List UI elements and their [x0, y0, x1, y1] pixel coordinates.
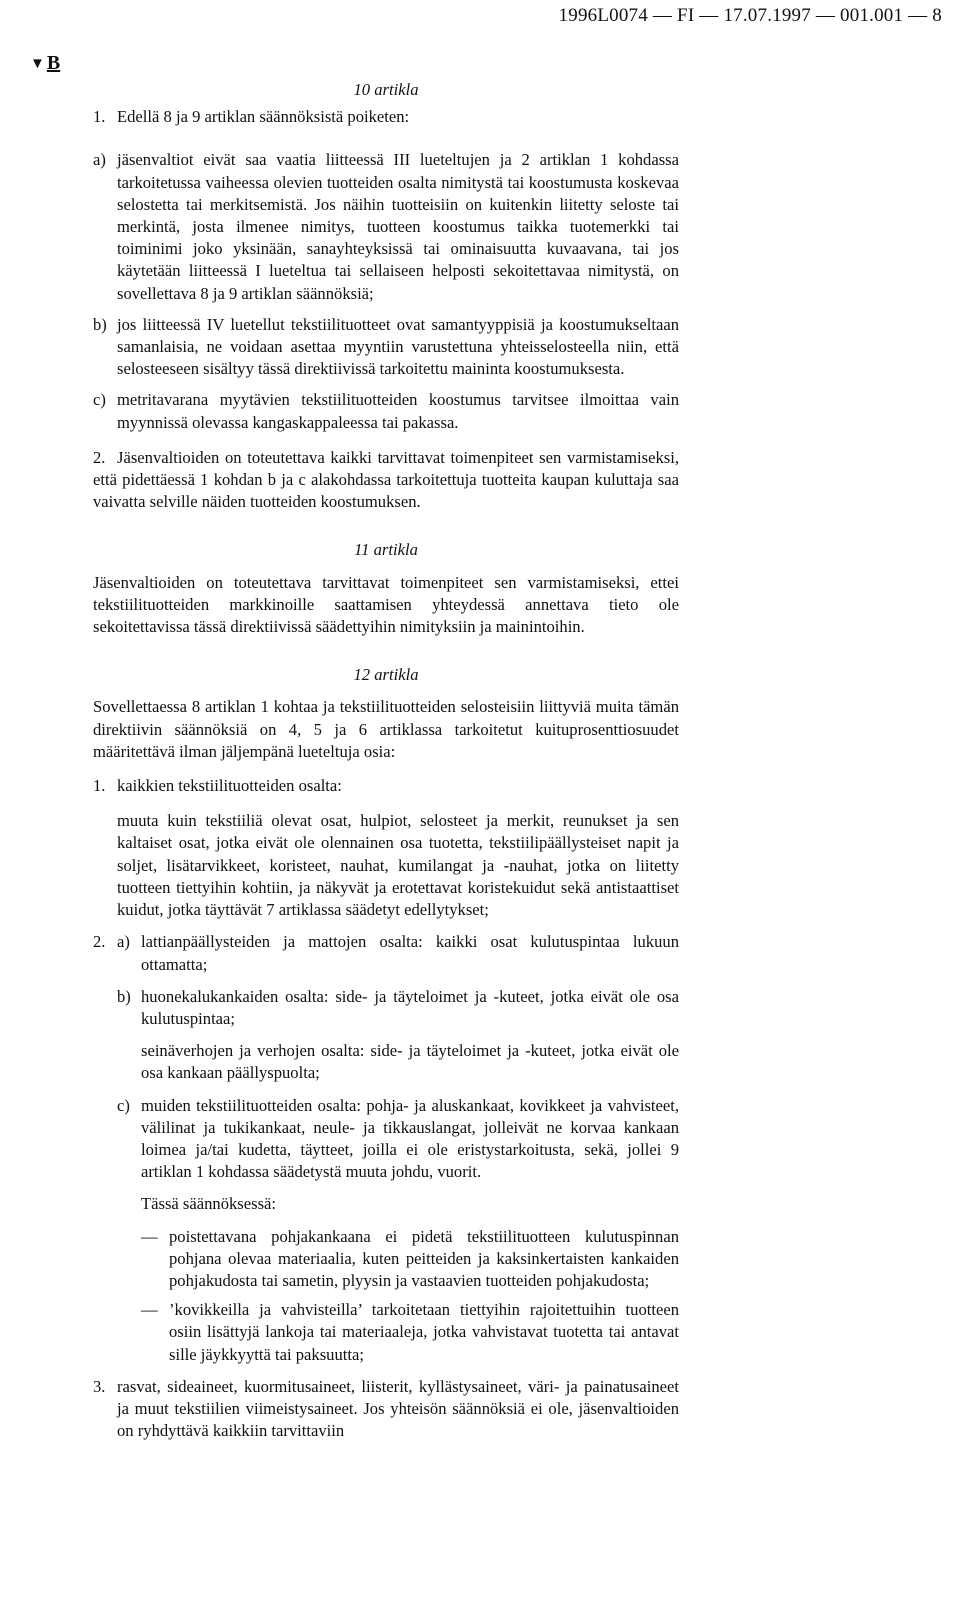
article-10-title: 10 artikla [353, 80, 419, 99]
item-label: c) [117, 1095, 130, 1115]
item-text: poistettavana pohjakankaana ei pidetä tekstiilituotteen kulutuspinnan pohjana olevaa materiaalia, kuten peitteiden ja kaksinkertaisten kankaiden pohjakudosta tai sametin, plyysin ja vastaavien tuotteiden pohjakudosta; [169, 1226, 679, 1290]
item-label: b) [117, 986, 131, 1006]
item-text: jäsenvaltiot eivät saa vaatia liitteessä III lueteltujen ja 2 artiklan 1 kohdassa tarkoitetussa vaiheessa olevien tuotteiden osalta nimitystä tai koostumusta koskevaa selostetta tai merkitsemistä. Jos näihin tuotteisiin on kuitenkin liitetty seloste tai merkintä, josta ilmenee nimitys, tuotteen koostumus taikka tuotemerkki tai toiminimi joko yksinään, sanayhteyksissä tai ominaisuutta kuvaavana, tai jos käytetään liitteessä I lueteltua tai sellaiseen helposti sekoitettavaa nimitystä, on sovellettava 8 ja 9 artiklan säännöksiä; [117, 150, 679, 303]
article-12-item-2 [93, 931, 679, 975]
dash-icon: — [141, 1226, 158, 1246]
item-text: rasvat, sideaineet, kuormitusaineet, liisterit, kyllästysaineet, väri- ja painatusaineet ja muut tekstiilien viimeistysaineet. Jos yhteisön säännöksiä ei ole, jäsenvaltioiden on ryhdyttävä kaikkiin tarvittaviin [117, 1376, 679, 1441]
item-text: lattianpäällysteiden ja mattojen osalta: kaikki osat kulutuspintaa lukuun ottamatta; [141, 932, 679, 974]
document-body [93, 79, 679, 1442]
article-12-item-2b [93, 986, 679, 1030]
article-10-item-b [93, 314, 679, 381]
article-12-item-2c-note: Tässä säännöksessä: [141, 1194, 277, 1214]
paragraph-text: Jäsenvaltioiden on toteutettava kaikki tarvittavat toimenpiteet sen varmistamiseksi, että pidettäessä 1 kohdan b ja c alakohdassa tarkoitettuja tuotteita kaupan kuluttaja saa vaivatta selville näiden tuotteiden koostumuksen. [93, 447, 679, 512]
item-number: 2. [93, 932, 106, 952]
item-label: a) [93, 150, 106, 170]
article-12-item-3 [93, 1376, 679, 1443]
paragraph-number: 2. [93, 447, 106, 467]
item-text: kaikkien tekstiilituotteiden osalta: [117, 776, 342, 796]
article-10-paragraph-2 [93, 447, 679, 514]
item-text: muiden tekstiilituotteiden osalta: pohja- ja aluskankaat, kovikkeet ja vahvisteet, välilinat ja tukikankaat, neule- ja tikkauslangat, jolleivät ne korvaa kankaan loimea ja/tai kudetta, täytteet, joilla ei ole eristystarkoitusta, sekä, jollei 9 artiklan 1 kohdassa säädetystä muuta johdu, vuorit. [141, 1095, 679, 1182]
article-12-intro: Sovellettaessa 8 artiklan 1 kohtaa ja tekstiilituotteiden selosteisiin liittyviä muita tämän direktiivin säännöksiä on 4, 5 ja 6 artiklassa tarkoitetut kuituprosenttiosuudet määritettävä ilman jäljempänä lueteltuja osia: [93, 697, 679, 761]
article-12-dash-item [93, 1299, 679, 1366]
article-11-text: Jäsenvaltioiden on toteutettava tarvittavat toimenpiteet sen varmistamiseksi, ettei tekstiilituotteiden markkinoille saattamisen yhteydessä annettava tieto ole sekoitettavissa tässä direktiivissä säädettyihin nimityksiin ja mainintoihin. [93, 572, 679, 637]
paragraph-text: Edellä 8 ja 9 artiklan säännöksistä poiketen: [117, 107, 410, 127]
version-marker [30, 52, 60, 76]
item-text: ’kovikkeilla ja vahvisteilla’ tarkoitetaan tiettyihin rajoitettuihin tuotteen osiin lisättyjä lankoja tai materiaaleja, jotka vahvistavat tuotetta tai antavat sille jäykkyyttä tai paksuutta; [169, 1300, 679, 1364]
article-12-item-2c [93, 1095, 679, 1184]
item-text: jos liitteessä IV luetellut tekstiilituotteet ovat samantyyppisiä ja koostumukseltaan samanlaisia, ne voidaan asettaa myyntiin varustettuna yhteisselosteella niin, että selosteeseen sisältyy tässä direktiivissä tarkoitettu maininta koostumuksesta. [117, 314, 679, 379]
item-number: 1. [93, 776, 106, 796]
article-12-title: 12 artikla [353, 665, 419, 685]
item-number: 3. [93, 1376, 106, 1396]
document-reference: 1996L0074 — FI — 17.07.1997 — 001.001 — 8 [558, 5, 942, 26]
triangle-down-icon: ▼ [30, 56, 45, 72]
article-12-dash-item [93, 1226, 679, 1293]
item-label: b) [93, 314, 107, 334]
article-12-item-2a [117, 931, 679, 975]
item-text: metritavarana myytävien tekstiilituotteiden koostumus tarvitsee ilmoittaa vain myynnissä olevassa kangaskappaleessa tai pakassa. [117, 390, 679, 432]
article-12-item-1-heading [93, 775, 679, 797]
article-12-item-1-text: muuta kuin tekstiiliä olevat osat, hulpiot, selosteet ja merkit, reunukset ja sen kaltaiset osat, jotka eivät ole olennainen osa tuotetta, tekstiilipäällysteiset napit ja soljet, lisätarvikkeet, koristeet, nauhat, kumilangat ja -nauhat, jotka on liitetty tuotteen tiettyihin kohtiin, ja näkyvät ja erotettavat koristekuidut sekä antistaattiset kuidut, jotka täyttävät 7 artiklassa säädetyt edellytykset; [117, 811, 679, 920]
article-10-item-a [93, 149, 679, 304]
item-text: huonekalukankaiden osalta: side- ja täyteloimet ja -kuteet, jotka eivät ole osa kulutuspintaa; [141, 986, 679, 1028]
article-10-paragraph-1-lead [93, 106, 679, 128]
article-11-title: 11 artikla [354, 540, 418, 560]
version-marker-label: B [46, 52, 61, 74]
dash-icon: — [141, 1300, 158, 1320]
article-12-item-2b-curtains: seinäverhojen ja verhojen osalta: side- ja täyteloimet ja -kuteet, jotka eivät ole osa kankaan päällyspuolta; [141, 1041, 679, 1083]
article-10-item-c [93, 389, 679, 433]
item-label: c) [93, 390, 106, 410]
item-label: a) [117, 932, 130, 952]
paragraph-number: 1. [93, 107, 106, 127]
